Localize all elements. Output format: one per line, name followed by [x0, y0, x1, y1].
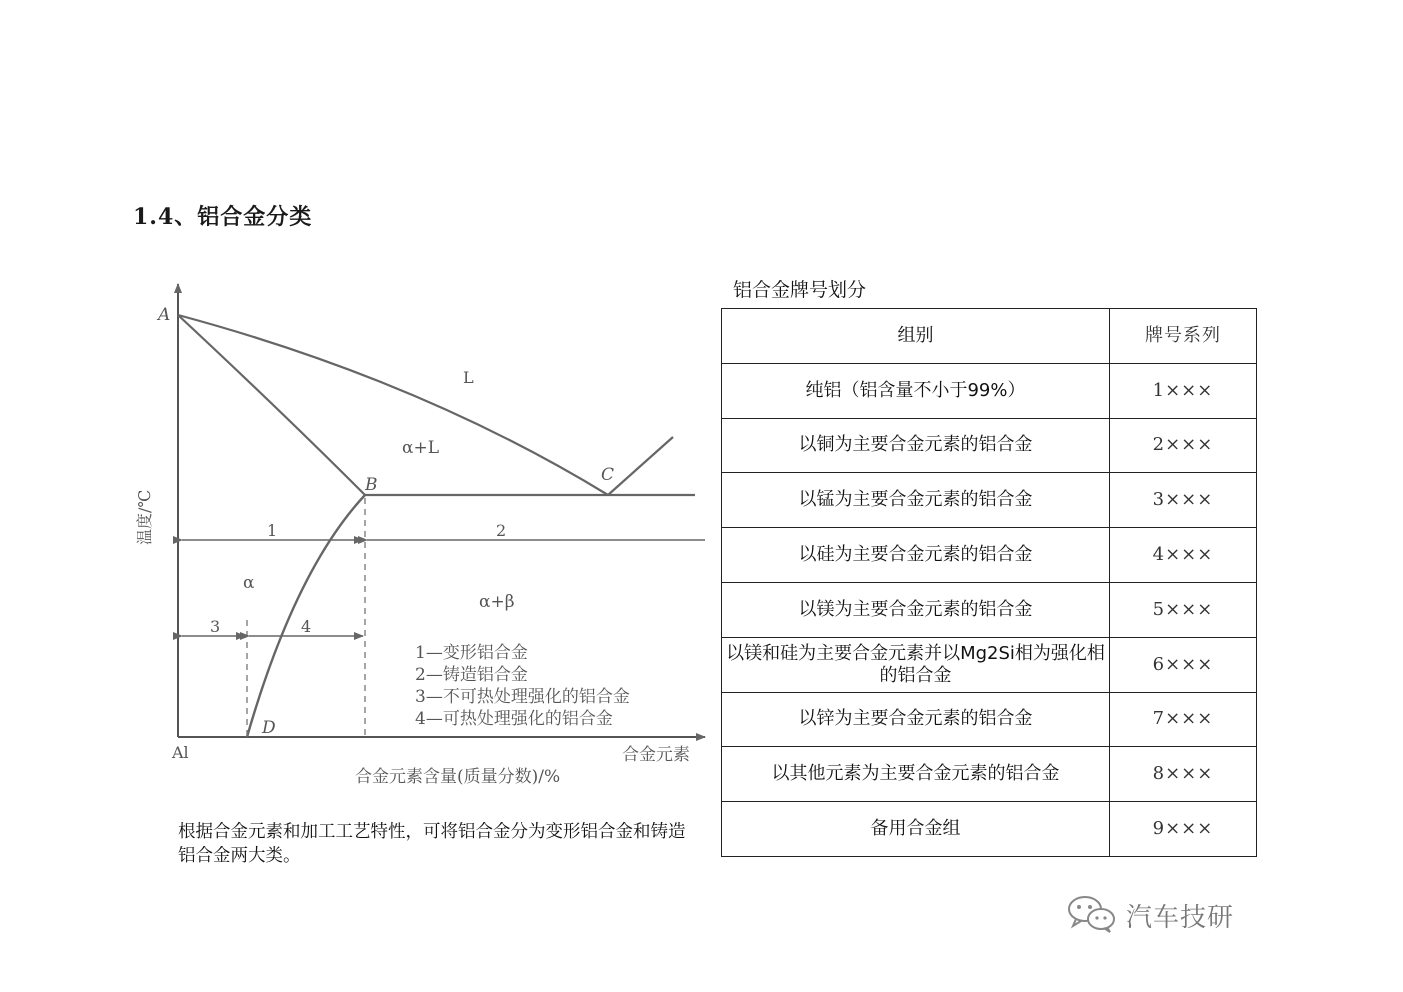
- table-row: [722, 692, 1257, 747]
- row-group: 备用合金组: [722, 802, 1110, 857]
- phase-diagram: [120, 270, 720, 800]
- diagram-caption: 根据合金元素和加工工艺特性，可将铝合金分为变形铝合金和铸造铝合金两大类。: [178, 822, 686, 866]
- row-group: 以锌为主要合金元素的铝合金: [722, 692, 1110, 747]
- row-series: 5×××: [1110, 582, 1257, 637]
- y-axis-label: 温度/℃: [135, 489, 154, 545]
- table-row: [722, 747, 1257, 802]
- range-number-4: 4: [301, 617, 312, 636]
- table-row: [722, 528, 1257, 583]
- region-l-label: L: [463, 368, 474, 387]
- watermark: [1066, 893, 1234, 937]
- row-series: 7×××: [1110, 692, 1257, 747]
- row-series: 4×××: [1110, 528, 1257, 583]
- row-group: 以锰为主要合金元素的铝合金: [722, 473, 1110, 528]
- table-row: [722, 418, 1257, 473]
- row-series: 3×××: [1110, 473, 1257, 528]
- solvus-curve: [247, 495, 365, 737]
- row-series: 8×××: [1110, 747, 1257, 802]
- point-d-label: D: [262, 718, 276, 738]
- table-row: [722, 637, 1257, 692]
- region-alpha-label: α: [243, 573, 255, 593]
- table-row: [722, 802, 1257, 857]
- range-number-1: 1: [267, 521, 278, 540]
- origin-label: Al: [172, 743, 189, 762]
- legend-item-1: 1—变形铝合金: [415, 643, 528, 663]
- range-number-3: 3: [210, 617, 221, 636]
- liquidus-right: [608, 437, 673, 495]
- row-group: 以铜为主要合金元素的铝合金: [722, 418, 1110, 473]
- table-row: [722, 363, 1257, 418]
- x-axis-end-label: 合金元素: [622, 745, 690, 765]
- legend-item-2: 2—铸造铝合金: [415, 665, 528, 685]
- row-series: 6×××: [1110, 637, 1257, 692]
- region-alpha-beta-label: α+β: [479, 592, 515, 612]
- phase-diagram-svg: [120, 270, 720, 800]
- alloy-grade-table: [721, 308, 1257, 857]
- header-series: 牌号系列: [1110, 309, 1257, 364]
- row-group: 以镁为主要合金元素的铝合金: [722, 582, 1110, 637]
- header-group: 组别: [722, 309, 1110, 364]
- table-row: [722, 473, 1257, 528]
- row-group: 以镁和硅为主要合金元素并以Mg2Si相为强化相的铝合金: [722, 637, 1110, 692]
- legend-item-4: 4—可热处理强化的铝合金: [415, 709, 613, 729]
- row-group: 以硅为主要合金元素的铝合金: [722, 528, 1110, 583]
- table-caption: 铝合金牌号划分: [733, 279, 867, 301]
- liquidus-curve: [178, 315, 608, 495]
- range-number-2: 2: [496, 521, 507, 540]
- watermark-text: 汽车技研: [1126, 902, 1235, 933]
- point-a-label: A: [158, 305, 171, 325]
- x-axis-label: 合金元素含量(质量分数)/%: [355, 767, 561, 787]
- region-alpha-l-label: α+L: [402, 438, 440, 458]
- section-title: 1.4、铝合金分类: [133, 204, 313, 230]
- row-group: 纯铝（铝含量不小于99%）: [722, 363, 1110, 418]
- wechat-icon: [1066, 893, 1118, 937]
- row-series: 9×××: [1110, 802, 1257, 857]
- point-c-label: C: [601, 465, 615, 485]
- row-series: 2×××: [1110, 418, 1257, 473]
- row-group: 以其他元素为主要合金元素的铝合金: [722, 747, 1110, 802]
- point-b-label: B: [365, 475, 378, 495]
- row-series: 1×××: [1110, 363, 1257, 418]
- table-row: [722, 582, 1257, 637]
- legend-item-3: 3—不可热处理强化的铝合金: [415, 687, 630, 707]
- table-header-row: [722, 309, 1257, 364]
